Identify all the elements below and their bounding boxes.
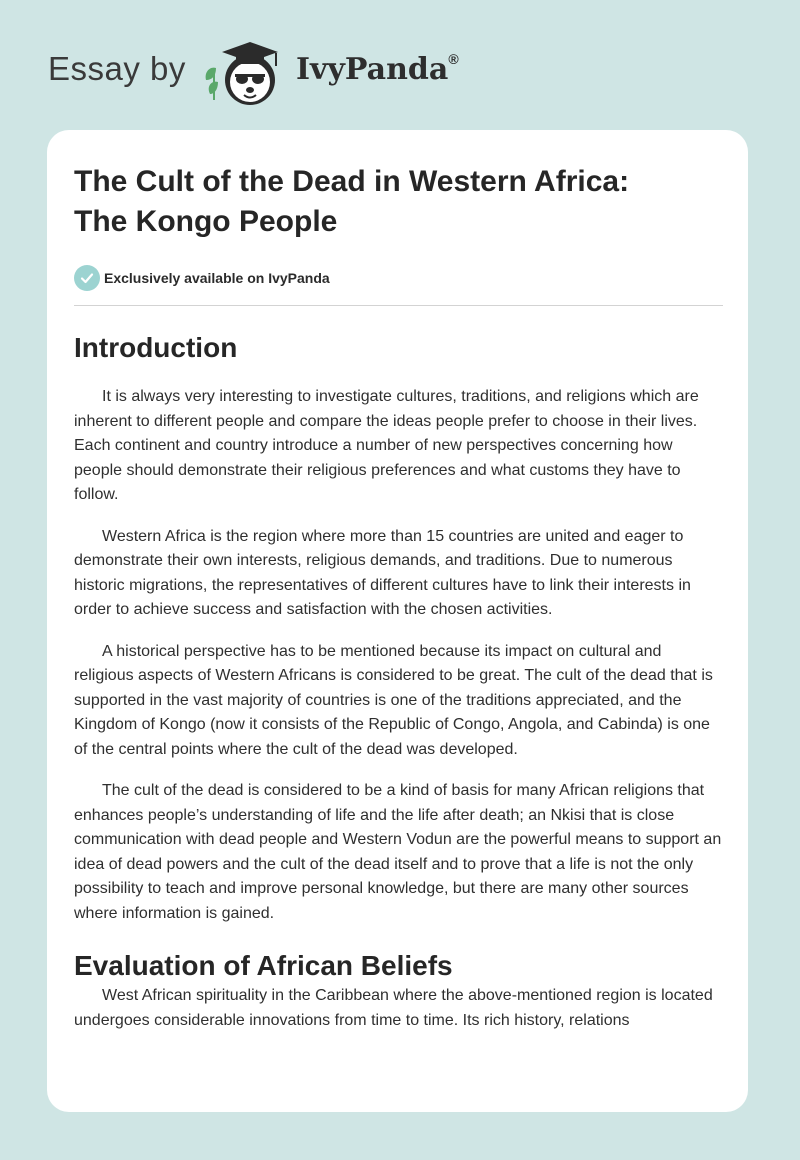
paragraph: It is always very interesting to investigate cultures, traditions, and religions which are inherent to different people and compare the ideas people prefer to choose in their lives. Each continent and country introduce a number of new perspectives concerning how people should demonstrate their religious preferences and what customs they have to follow. — [74, 388, 699, 503]
evaluation-section — [74, 948, 723, 1033]
essay-title-line2: The Kongo People — [74, 205, 338, 238]
paragraph: West African spirituality in the Caribbean where the above-mentioned region is located undergoes considerable innovations from time to time. Its rich history, relations — [74, 987, 713, 1029]
brand-text: IvyPanda — [296, 52, 449, 87]
introduction-section — [74, 385, 723, 926]
essay-title-line1: The Cult of the Dead in Western Africa: — [74, 165, 630, 198]
panda-graduate-icon[interactable] — [200, 34, 296, 110]
registered-mark: ® — [448, 51, 459, 67]
paragraph: The cult of the dead is considered to be a kind of basis for many African religions that enhances people’s understanding of life and the life after death; an Nkisi that is close communication with dead people and Western Vodun are the powerful means to support an idea of dead powers and the cult of the dead itself and to prove that a life is not the only possibility to teach and improve personal knowledge, but there are many other sources where information is gained. — [74, 782, 722, 922]
section-heading-evaluation: Evaluation of African Beliefs — [74, 950, 453, 981]
site-header — [0, 0, 800, 130]
divider — [74, 305, 723, 306]
section-heading-introduction: Introduction — [74, 332, 238, 363]
paragraph: Western Africa is the region where more than 15 countries are united and eager to demonstrate their own interests, religious demands, and traditions. Due to numerous historic migrations, the representatives of different cultures have to link their interests in order to achieve success and satisfaction with the chosen activities. — [74, 527, 691, 618]
brand-name[interactable] — [296, 52, 459, 87]
checkmark-icon — [74, 265, 100, 291]
essay-by-label: Essay by — [48, 50, 186, 87]
essay-content — [74, 162, 723, 1033]
essay-card — [47, 130, 748, 1112]
exclusive-badge — [74, 265, 723, 291]
exclusive-badge-label: Exclusively available on IvyPanda — [104, 270, 330, 286]
paragraph: A historical perspective has to be mentioned because its impact on cultural and religious aspects of Western Africans is considered to be great. The cult of the dead that is supported in the vast majority of countries is one of the traditions appreciated, and the Kingdom of Kongo (now it consists of the Republic of Congo, Angola, and Cabinda) is one of the central points where the cult of the dead was developed. — [74, 642, 713, 758]
essay-title — [74, 162, 723, 242]
